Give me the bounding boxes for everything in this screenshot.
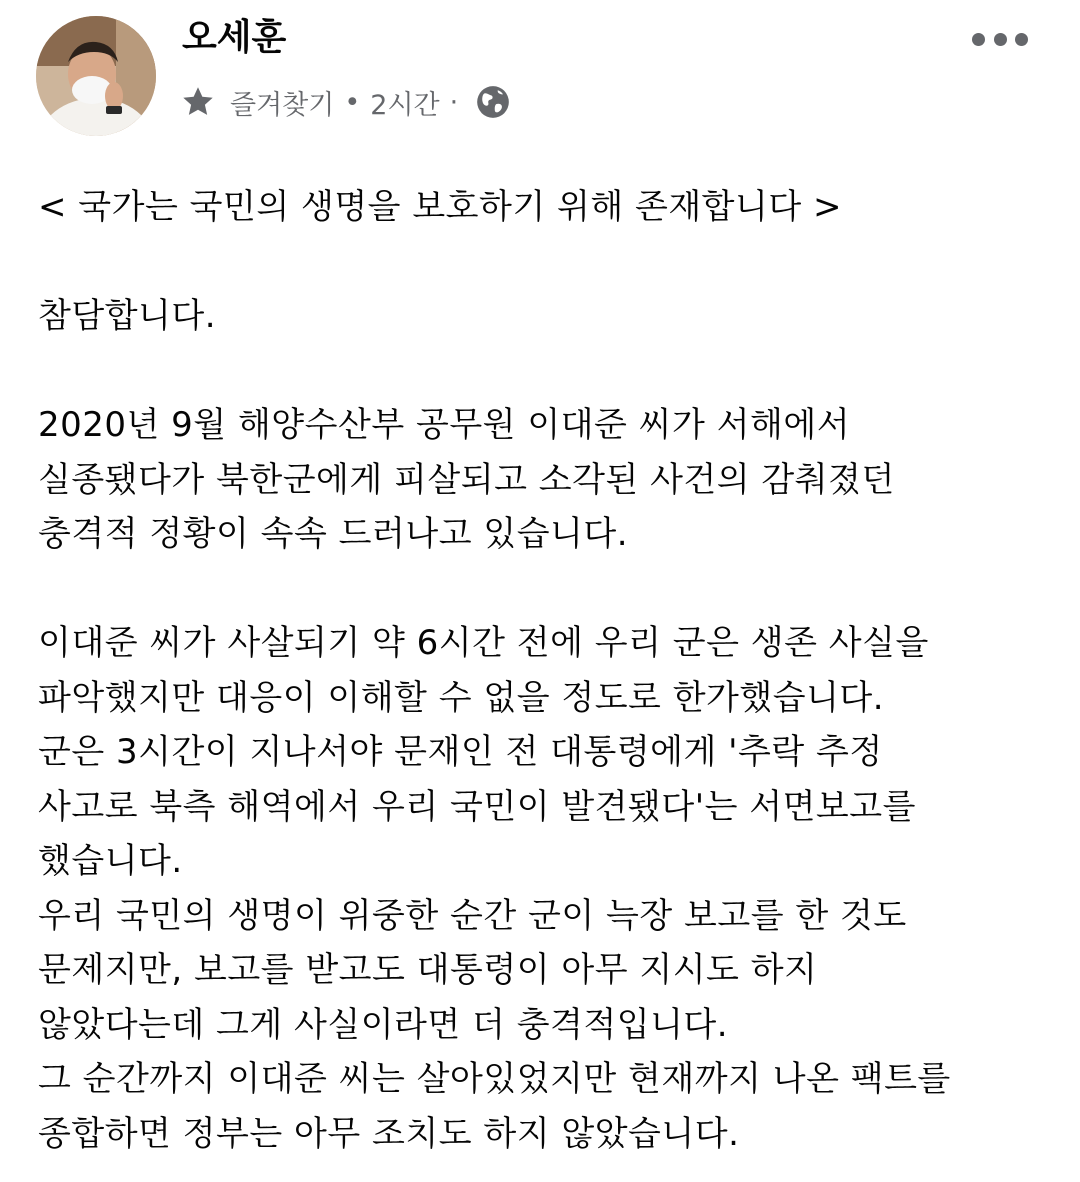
more-options-icon (972, 33, 985, 46)
post-text-line: 문제지만, 보고를 받고도 대통령이 아무 지시도 하지 (38, 950, 818, 990)
post-meta (180, 80, 512, 124)
avatar-image (36, 16, 156, 136)
post-text-line: 참담합니다. (38, 296, 217, 336)
more-options-icon (1015, 33, 1028, 46)
post-text-line: 사고로 북측 해역에서 우리 국민이 발견됐다'는 서면보고를 (38, 786, 916, 827)
author-name[interactable]: 오세훈 (182, 17, 287, 58)
post-text-line: 그 순간까지 이대준 씨는 살아있었지만 현재까지 나온 팩트를 (38, 1059, 951, 1099)
post-text-line: 했습니다. (38, 841, 183, 881)
more-options-icon (994, 33, 1007, 46)
paragraph-spacer (38, 562, 1058, 617)
post-text-line: 2020년 9월 해양수산부 공무원 이대준 씨가 서해에서 (38, 405, 851, 445)
post-text-line: 이대준 씨가 사살되기 약 6시간 전에 우리 군은 생존 사실을 (38, 623, 929, 663)
post-text-line: 우리 국민의 생명이 위중한 순간 군이 늑장 보고를 한 것도 (38, 895, 907, 936)
meta-dot: · (449, 86, 459, 118)
post-text-line: 파악했지만 대응이 이해할 수 없을 정도로 한가했습니다. (38, 677, 885, 718)
post-body (38, 180, 1058, 1161)
avatar[interactable] (36, 16, 156, 136)
post-text-line: 충격적 정황이 속속 드러나고 있습니다. (38, 514, 629, 554)
globe-icon[interactable] (474, 83, 512, 121)
post-header (0, 0, 1080, 150)
post-text-line: 종합하면 정부는 아무 조치도 하지 않았습니다. (38, 1113, 740, 1154)
post-time[interactable]: 2시간 (370, 89, 440, 121)
post-text-line: 않았다는데 그게 사실이라면 더 충격적입니다. (38, 1004, 729, 1045)
star-icon (180, 84, 216, 120)
meta-separator: • (344, 86, 361, 118)
post-text-line: 실종됐다가 북한군에게 피살되고 소각된 사건의 감춰졌던 (38, 459, 895, 500)
more-options-button[interactable] (972, 24, 1028, 54)
favorites-label: 즐겨찾기 (230, 89, 335, 121)
paragraph-spacer (38, 344, 1058, 399)
paragraph-spacer (38, 235, 1058, 290)
post-text-line: 군은 3시간이 지나서야 문재인 전 대통령에게 '추락 추정 (38, 732, 883, 772)
post-text-line: < 국가는 국민의 생명을 보호하기 위해 존재합니다 > (38, 187, 843, 227)
